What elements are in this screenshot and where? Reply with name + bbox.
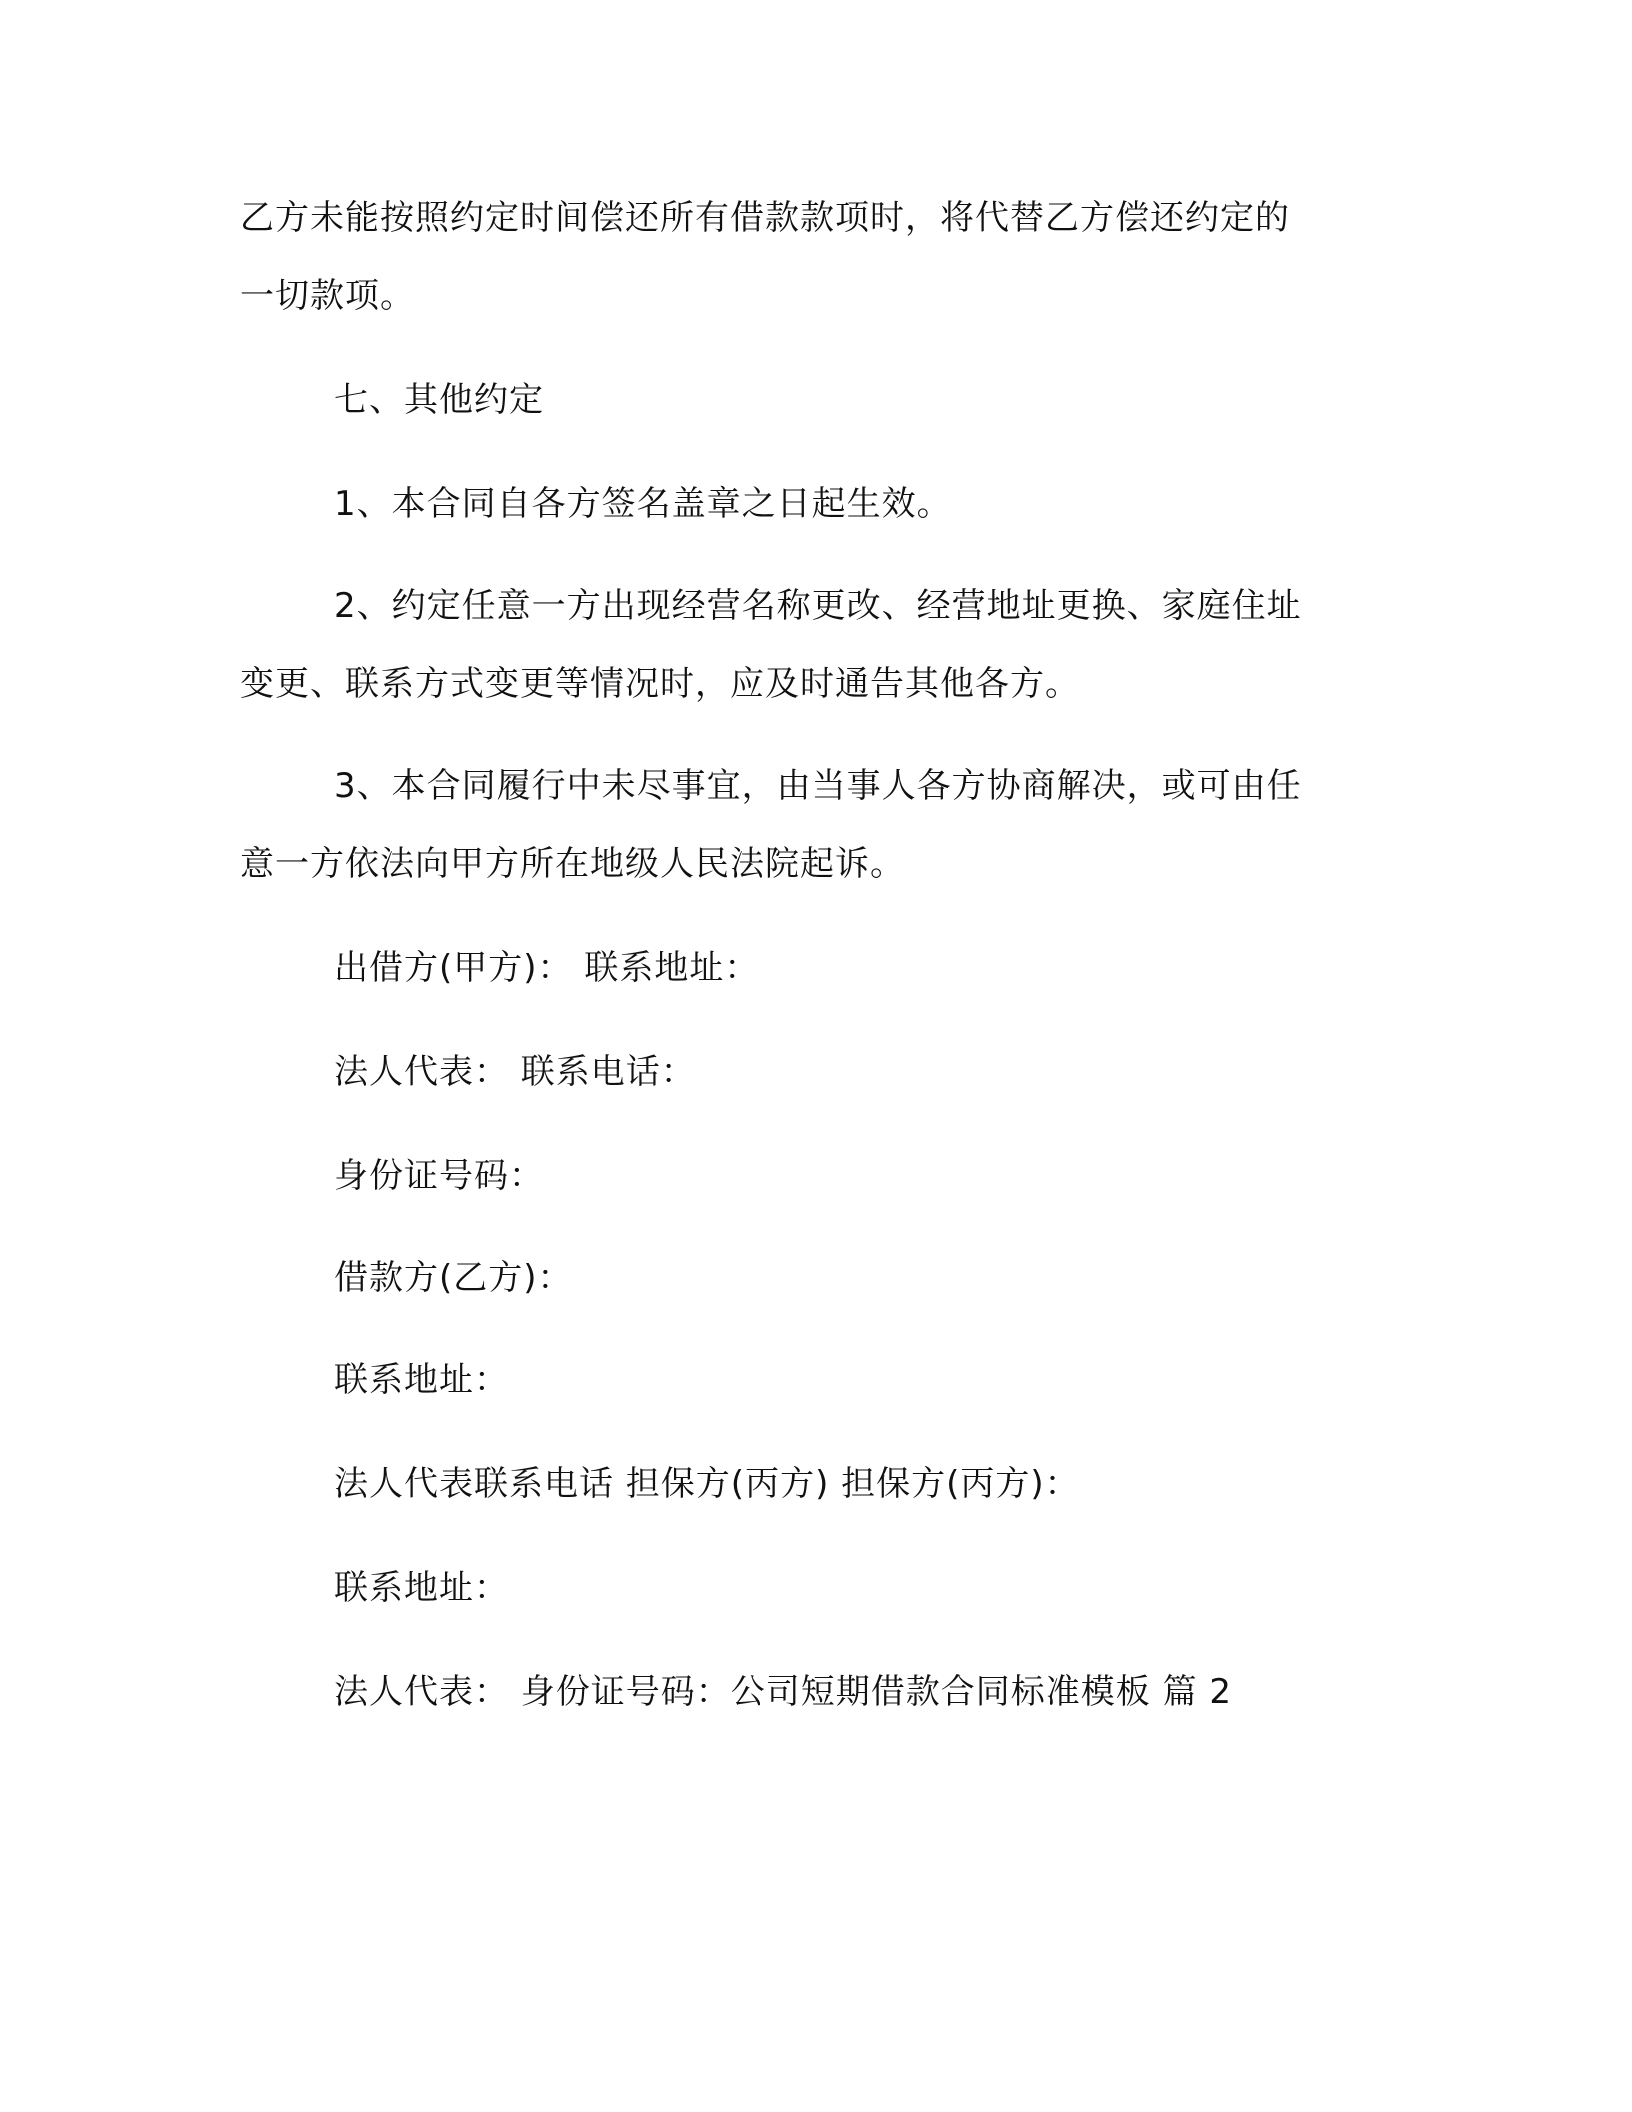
clause-2-line-2: 变更、联系方式变更等情况时，应及时通告其他各方。 — [240, 664, 1080, 704]
lender-signature-line: 出借方(甲方)： 联系地址： — [334, 948, 760, 988]
guarantor-representative-line: 法人代表： 身份证号码：公司短期借款合同标准模板 篇 2 — [334, 1672, 1233, 1712]
clause-2-line-1: 2、约定任意一方出现经营名称更改、经营地址更换、家庭住址 — [334, 586, 1302, 626]
paragraph-line-end: 一切款项。 — [240, 276, 415, 316]
borrower-address-line: 联系地址： — [334, 1360, 509, 1400]
lender-id-line: 身份证号码： — [334, 1156, 544, 1196]
clause-3-line-1: 3、本合同履行中未尽事宜，由当事人各方协商解决，或可由任 — [334, 766, 1302, 806]
section-heading-other-agreements: 七、其他约定 — [334, 380, 544, 420]
borrower-contact-guarantor-line: 法人代表联系电话 担保方(丙方) 担保方(丙方)： — [334, 1464, 1080, 1504]
clause-3-line-2: 意一方依法向甲方所在地级人民法院起诉。 — [240, 844, 905, 884]
paragraph-line-continuation: 乙方未能按照约定时间偿还所有借款款项时，将代替乙方偿还约定的 — [240, 198, 1290, 238]
borrower-signature-line: 借款方(乙方)： — [334, 1258, 573, 1298]
lender-representative-line: 法人代表： 联系电话： — [334, 1052, 696, 1092]
clause-1: 1、本合同自各方签名盖章之日起生效。 — [334, 484, 952, 524]
guarantor-address-line: 联系地址： — [334, 1568, 509, 1608]
